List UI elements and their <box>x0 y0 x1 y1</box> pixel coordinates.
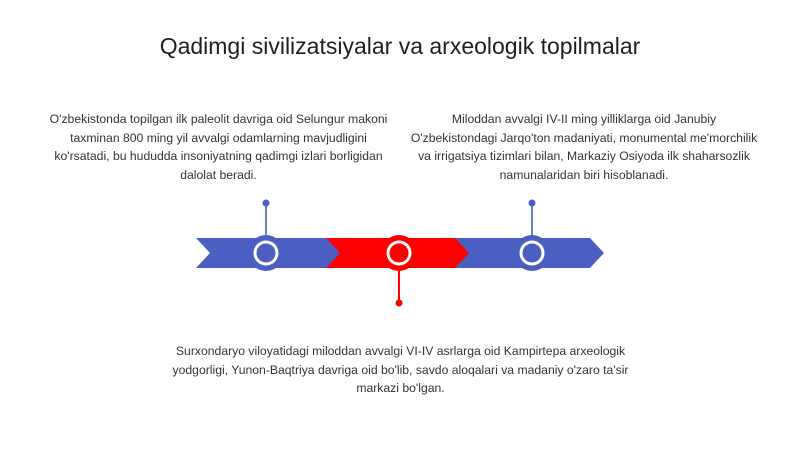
entry-text-1: O'zbekistonda topilgan ilk paleolit davriga oid Selungur makoni taxminan 800 ming yil avvalgi odamlarning mavjudligini ko'rsatadi, bu hududda insoniyatning qadimgi izlari borligidan dalolat beradi. <box>49 112 388 182</box>
timeline-stem-dot-1 <box>263 200 270 207</box>
entry-text-2: Miloddan avvalgi IV-II ming yilliklarga oid Janubiy O'zbekistondagi Jarqo'ton madaniyati, monumental me'morchilik va irrigatsiya tizimlari bilan, Markaziy Osiyoda ilk shaharsozlik namunalaridan biri hisoblanadi. <box>410 112 758 182</box>
entry-text-3: Surxondaryo viloyatidagi miloddan avvalgi VI-IV asrlarga oid Kampirtepa arxeologik yodgorligi, Yunon-Baqtriya davriga oid bo'lib, savdo aloqalari va madaniy o'zaro ta'sir markazi bo'lgan. <box>172 344 629 396</box>
timeline-stem-dot-2 <box>529 200 536 207</box>
slide-title: Qadimgi sivilizatsiyalar va arxeologik topilmalar <box>159 33 641 59</box>
timeline-stem-dot-3 <box>396 300 403 307</box>
